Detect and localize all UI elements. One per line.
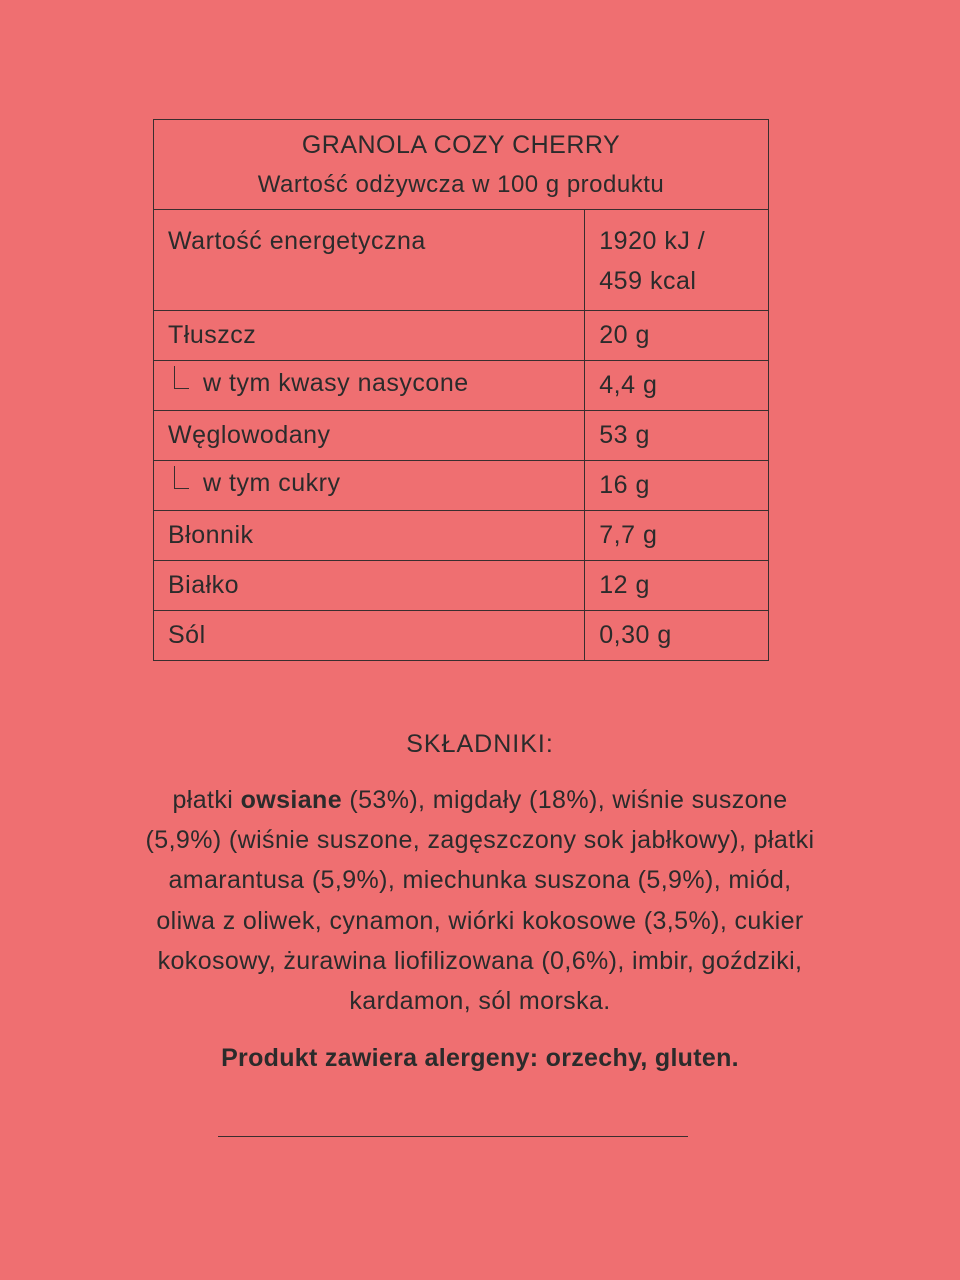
nutrient-value: 16 g xyxy=(585,461,769,511)
nutrient-label: Białko xyxy=(154,561,585,611)
indent-wrapper xyxy=(168,469,340,498)
nutrient-label: Węglowodany xyxy=(154,411,585,461)
nutrient-value xyxy=(585,210,769,311)
nutrition-title-cell xyxy=(154,120,769,210)
sub-item-corner-icon xyxy=(174,366,189,389)
table-row xyxy=(154,561,769,611)
ingredients-list xyxy=(130,780,830,1021)
nutrient-label: Wartość energetyczna xyxy=(154,210,585,311)
table-row xyxy=(154,311,769,361)
ingredients-heading: SKŁADNIKI: xyxy=(406,730,554,758)
nutrient-value: 4,4 g xyxy=(585,361,769,411)
product-name: GRANOLA COZY CHERRY xyxy=(301,130,621,159)
nutrient-label: Błonnik xyxy=(154,511,585,561)
bottom-divider xyxy=(218,1136,688,1137)
table-row xyxy=(154,411,769,461)
energy-kj: 1920 kJ / xyxy=(599,227,706,255)
nutrient-label-indented xyxy=(154,361,585,411)
table-row xyxy=(154,361,769,411)
sub-item-corner-icon xyxy=(174,466,189,489)
nutrition-subtitle: Wartość odżywcza w 100 g produktu xyxy=(257,170,665,198)
table-row xyxy=(154,461,769,511)
nutrition-header-row xyxy=(154,120,769,210)
nutrition-table xyxy=(153,119,769,661)
indent-wrapper xyxy=(168,369,469,398)
nutrient-value: 7,7 g xyxy=(585,511,769,561)
ingredients-bold-allergen: owsiane xyxy=(240,786,343,814)
nutrient-value: 0,30 g xyxy=(585,611,769,661)
sub-nutrient-label: w tym cukry xyxy=(203,469,341,497)
table-row xyxy=(154,611,769,661)
ingredients-text-rest: (53%), migdały (18%), wiśnie suszone (5,9%) (wiśnie suszone, zagęszczony sok jabłkowy), płatki amarantusa (5,9%), miechunka suszona (5,9%), miód, oliwa z oliwek, cynamon, wiórki kokosowe (3,5%), cukier kokosowy, żurawina liofilizowana (0,6%), imbir, goździki, kardamon, sól morska. xyxy=(145,786,815,1016)
table-row xyxy=(154,210,769,311)
nutrient-label-indented xyxy=(154,461,585,511)
nutrient-value: 53 g xyxy=(585,411,769,461)
allergens-statement: Produkt zawiera alergeny: orzechy, gluten. xyxy=(221,1044,739,1073)
table-row xyxy=(154,511,769,561)
nutrient-label: Tłuszcz xyxy=(154,311,585,361)
sub-nutrient-label: w tym kwasy nasycone xyxy=(203,369,469,397)
nutrient-label: Sól xyxy=(154,611,585,661)
nutrient-value: 20 g xyxy=(585,311,769,361)
ingredients-section xyxy=(130,730,830,1073)
nutrient-value: 12 g xyxy=(585,561,769,611)
energy-kcal: 459 kcal xyxy=(599,267,697,295)
ingredients-text-start: płatki xyxy=(172,786,241,814)
